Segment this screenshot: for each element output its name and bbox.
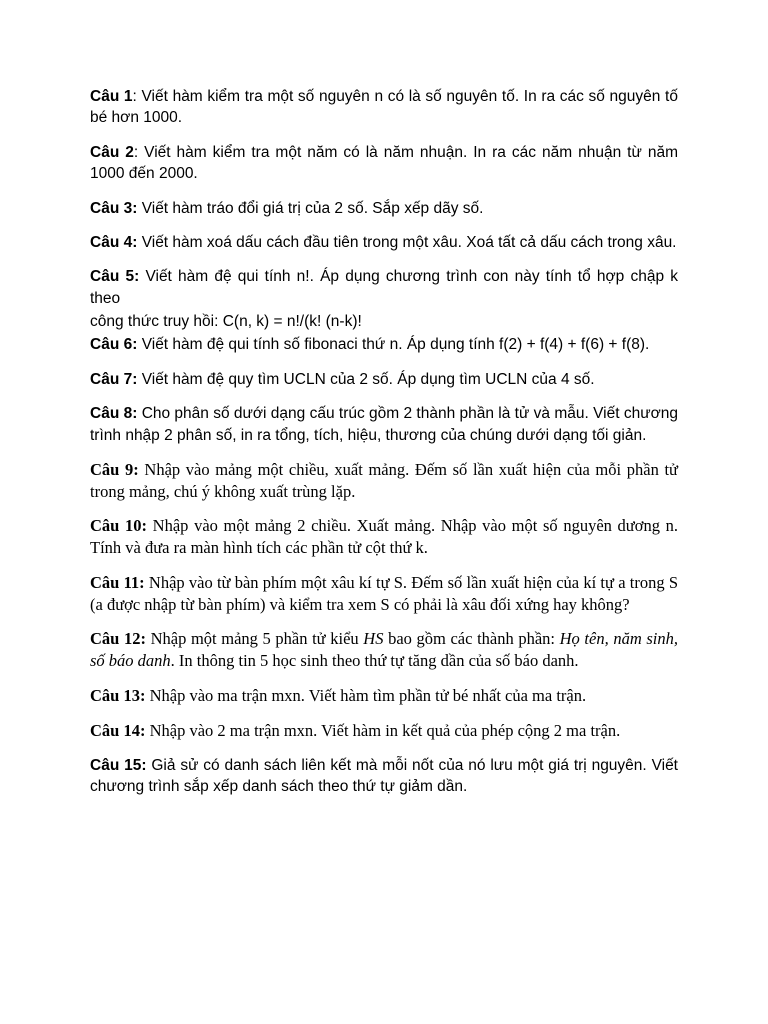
emphasized-text: HS [363, 629, 384, 649]
exercise-label: Câu 8: [90, 405, 138, 423]
plain-text: . In thông tin 5 học sinh theo thứ tự tăng dần của số báo danh. [170, 651, 579, 671]
exercise-text: Viết hàm đệ qui tính số fibonaci thứ n. Áp dụng tính f(2) + f(4) + f(6) + f(8). [141, 336, 650, 354]
exercise-item [90, 86, 678, 129]
exercise-text: Viết hàm đệ qui tính n!. Áp dụng chương trình con này tính tổ hợp chập k theo [90, 268, 678, 307]
exercise-item [90, 685, 678, 707]
exercise-line [90, 86, 678, 107]
exercise-label: Câu 10: [90, 516, 147, 536]
exercise-continuation: chương trình sắp xếp danh sách theo thứ tự giảm dần. [90, 777, 468, 795]
exercise-text: Viết hàm kiểm tra một số nguyên n có là số nguyên tố. In ra các số nguyên tố [141, 88, 678, 105]
exercise-text: Nhập vào một mảng 2 chiều. Xuất mảng. Nhập vào một số nguyên dương n. Tính và đưa ra màn hình tích các phần tử cột thứ k. [90, 516, 679, 558]
exercise-text: Viết hàm tráo đổi giá trị của 2 số. Sắp xếp dãy số. [141, 199, 484, 217]
exercise-text: Giả sử có danh sách liên kết mà mỗi nốt của nó lưu một giá trị nguyên. Viết [151, 756, 678, 774]
exercise-text: Nhập vào mảng một chiều, xuất mảng. Đếm số lần xuất hiện của mỗi phần tử trong mảng, chú ý không xuất trùng lặp. [90, 459, 679, 501]
exercise-continuation: 1000 đến 2000. [90, 165, 198, 183]
exercise-label: Câu 5: [90, 268, 140, 286]
exercise-label: Câu 11: [90, 572, 145, 592]
exercise-item [90, 369, 678, 390]
exercise-label: Câu 13: [90, 686, 146, 705]
exercise-item [90, 720, 678, 742]
exercise-text: Viết hàm đệ quy tìm UCLN của 2 số. Áp dụng tìm UCLN của 4 số. [141, 370, 595, 388]
emphasized-text: Họ tên, năm sinh, số báo danh [90, 629, 679, 671]
exercise-label: Câu 1 [90, 88, 133, 105]
exercise-separator: : [133, 143, 145, 161]
exercise-label: Câu 2 [90, 143, 134, 161]
exercise-text: Nhập vào ma trận mxn. Viết hàm tìm phần tử bé nhất của ma trận. [149, 686, 587, 705]
exercise-item [90, 403, 678, 446]
exercise-line [90, 142, 678, 163]
exercise-label: Câu 12: [90, 629, 146, 649]
exercise-label: Câu 6: [90, 336, 138, 354]
exercise-label: Câu 9: [90, 459, 139, 479]
exercise-item [90, 198, 678, 219]
exercise-text: Nhập vào 2 ma trận mxn. Viết hàm in kết quả của phép cộng 2 ma trận. [149, 720, 621, 740]
exercise-text: Nhập vào từ bàn phím một xâu kí tự S. Đếm số lần xuất hiện của kí tự a trong S (a được nhập từ bàn phím) và kiểm tra xem S có phải là xâu đối xứng hay không? [90, 572, 679, 614]
exercise-label: Câu 15: [90, 756, 147, 774]
exercise-item [90, 628, 678, 672]
exercise-item [90, 266, 678, 309]
exercise-text: Viết hàm xoá dấu cách đầu tiên trong một xâu. Xoá tất cả dấu cách trong xâu. [141, 233, 677, 251]
exercise-text-rich [90, 629, 678, 670]
exercise-label: Câu 4: [90, 233, 138, 251]
exercise-item [90, 142, 678, 185]
exercise-item [90, 459, 678, 503]
exercise-formula: công thức truy hồi: C(n, k) = n!/(k! (n-k)! [90, 313, 362, 330]
plain-text: Nhập một mảng 5 phần tử kiểu [150, 629, 364, 649]
exercise-label: Câu 14: [90, 720, 146, 740]
exercise-item [90, 232, 678, 253]
exercise-item [90, 755, 678, 798]
exercise-text: Viết hàm kiểm tra một năm có là năm nhuận. In ra các năm nhuận từ năm [144, 143, 678, 161]
exercise-item [90, 334, 678, 355]
exercise-label: Câu 7: [90, 370, 138, 388]
exercise-continuation: bé hơn 1000. [90, 109, 183, 127]
exercise-item [90, 515, 678, 559]
exercise-separator: : [132, 88, 142, 105]
exercise-item [90, 572, 678, 616]
plain-text: bao gồm các thành phần: [383, 629, 560, 649]
exercise-label: Câu 3: [90, 199, 138, 217]
exercise-text: Cho phân số dưới dạng cấu trúc gồm 2 thành phần là tử và mẫu. Viết chương trình nhập 2 phân số, in ra tổng, tích, hiệu, thương của chúng dưới dạng tối giản. [90, 405, 678, 444]
exercise-line [90, 755, 678, 776]
